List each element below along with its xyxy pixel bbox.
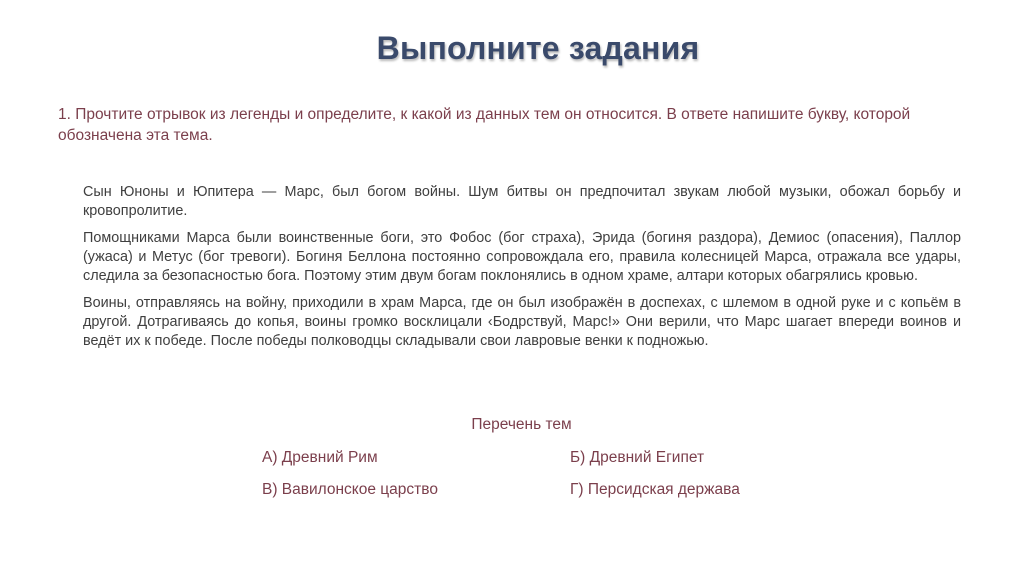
passage-paragraph-3: Воины, отправляясь на войну, приходили в храм Марса, где он был изображён в доспехах, с шлемом в одной руке и с копьём в другой. Дотрагиваясь до копья, воины громко восклицали ‹Бодрствуй, Марс!» Они верили, что Марс шагает впереди воинов и ведёт их к победе. После победы полководцы складывали свои лавровые венки к подножью. <box>83 295 961 349</box>
passage-paragraph-1: Сын Юноны и Юпитера — Марс, был богом войны. Шум битвы он предпочитал звукам любой музыки, обожал борьбу и кровопролитие. <box>83 184 961 219</box>
topics-list-title: Перечень тем <box>471 416 572 433</box>
topic-option-v: В) Вавилонское царство <box>262 481 438 498</box>
legend-passage <box>83 183 961 359</box>
topic-option-g: Г) Персидская держава <box>570 481 740 498</box>
task-instruction: 1. Прочтите отрывок из легенды и определите, к какой из данных тем он относится. В ответе напишите букву, которой обозначена эта тема. <box>58 106 911 144</box>
topic-option-a: А) Древний Рим <box>262 449 378 466</box>
passage-paragraph-2: Помощниками Марса были воинственные боги, это Фобос (бог страха), Эрида (богиня раздора), Демиос (опасения), Паллор (ужаса) и Метус (бог тревоги). Богиня Беллона постоянно сопровождала его, правила колесницей Марса, отражала все удары, следила за безопасностью бога. Поэтому этим двум богам поклонялись в одном храме, алтари которых обагрялись кровью. <box>83 230 961 284</box>
topic-option-b: Б) Древний Египет <box>570 449 705 466</box>
slide-title: Выполните задания <box>376 30 700 66</box>
